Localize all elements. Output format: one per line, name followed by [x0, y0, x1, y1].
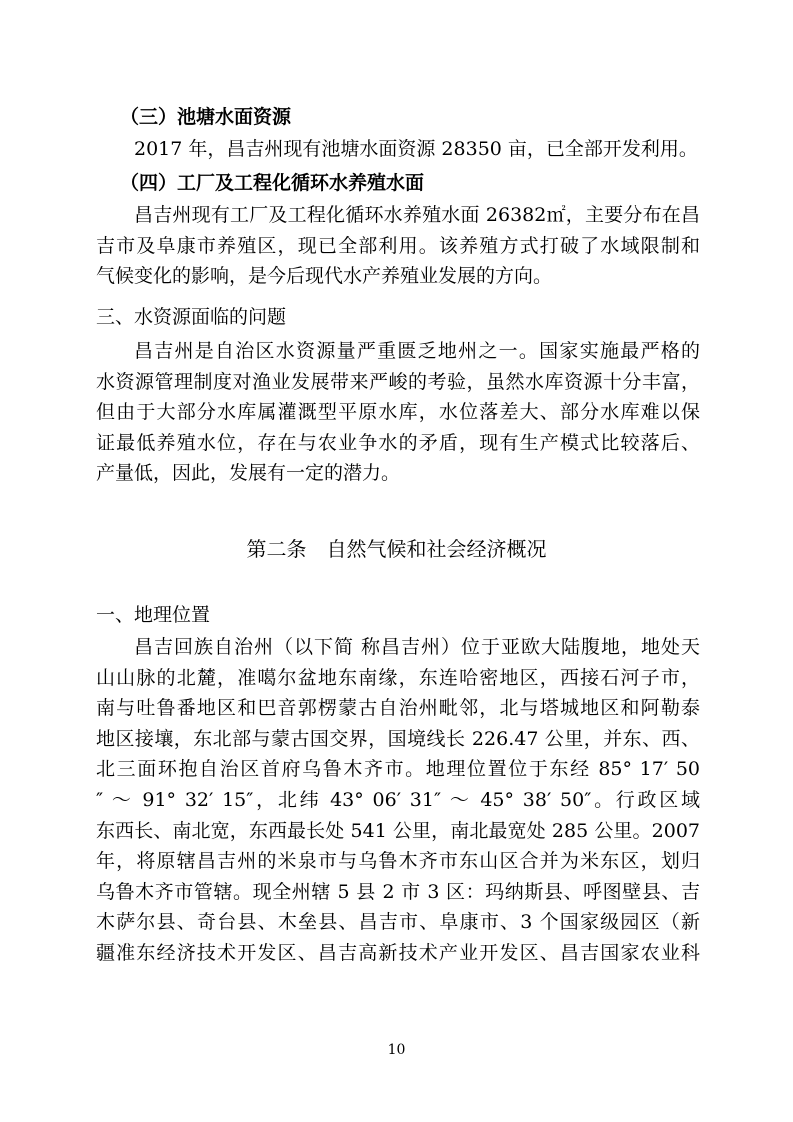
article-title: 第二条 自然气候和社会经济概况	[246, 537, 547, 561]
pond-line: 2017 年，昌吉州现有池塘水面资源 28350 亩，已全部开发利用。	[134, 138, 698, 160]
factory-line: 气候变化的影响，是今后现代水产养殖业发展的方向。	[96, 265, 553, 288]
geography-heading: 一、地理位置	[96, 604, 211, 626]
pond-paragraph	[96, 134, 700, 165]
factory-paragraph	[96, 200, 700, 292]
geography-line: 山山脉的北麓，准噶尔盆地东南缘，东连哈密地区，西接石河子市，	[96, 666, 700, 689]
problems-line: 产量低，因此，发展有一定的潜力。	[96, 462, 401, 485]
geography-line: 东西长、南北宽，东西最长处 541 公里，南北最宽处 285 公里。2007	[96, 819, 700, 842]
problems-line: 水资源管理制度对渔业发展带来严峻的考验，虽然水库资源十分丰富，	[96, 370, 700, 393]
geography-line: 疆准东经济技术开发区、昌吉高新技术产业开发区、昌吉国家农业科	[96, 941, 700, 964]
geography-line: 木萨尔县、奇台县、木垒县、昌吉市、阜康市、3 个国家级园区（新	[96, 911, 700, 934]
geography-line: 南与吐鲁番地区和巴音郭楞蒙古自治州毗邻，北与塔城地区和阿勒泰	[96, 697, 700, 720]
factory-heading: （四）工厂及工程化循环水养殖水面	[120, 172, 425, 194]
page-number: 10	[387, 1042, 406, 1058]
factory-line: 吉市及阜康市养殖区，现已全部利用。该养殖方式打破了水域限制和	[96, 234, 700, 257]
geography-line: 北三面环抱自治区首府乌鲁木齐市。地理位置位于东经 85° 17′ 50	[96, 758, 700, 781]
geography-line: 年，将原辖昌吉州的米泉市与乌鲁木齐市东山区合并为米东区，划归	[96, 850, 700, 873]
geography-line: 昌吉回族自治州（以下简 称昌吉州）位于亚欧大陆腹地，地处天	[134, 636, 700, 658]
problems-line: 但由于大部分水库属灌溉型平原水库，水位落差大、部分水库难以保	[96, 401, 700, 424]
problems-line: 证最低养殖水位，存在与农业争水的矛盾，现有生产模式比较落后、	[96, 431, 700, 454]
geography-paragraph	[96, 632, 700, 969]
factory-line: 昌吉州现有工厂及工程化循环水养殖水面 26382㎡，主要分布在昌	[134, 204, 700, 226]
geography-line: 乌鲁木齐市管辖。现全州辖 5 县 2 市 3 区：玛纳斯县、呼图壁县、吉	[96, 880, 700, 903]
geography-line: 地区接壤，东北部与蒙古国交界，国境线长 226.47 公里，并东、西、	[96, 727, 700, 750]
problems-paragraph	[96, 336, 700, 489]
problems-heading: 三、水资源面临的问题	[96, 306, 287, 328]
geography-line: ″ ～ 91° 32′ 15″，北纬 43° 06′ 31″ ～ 45° 38′ 50″。行政区域	[96, 788, 700, 811]
pond-heading: （三）池塘水面资源	[120, 106, 292, 128]
problems-line: 昌吉州是自治区水资源量严重匮乏地州之一。国家实施最严格的	[134, 340, 700, 362]
